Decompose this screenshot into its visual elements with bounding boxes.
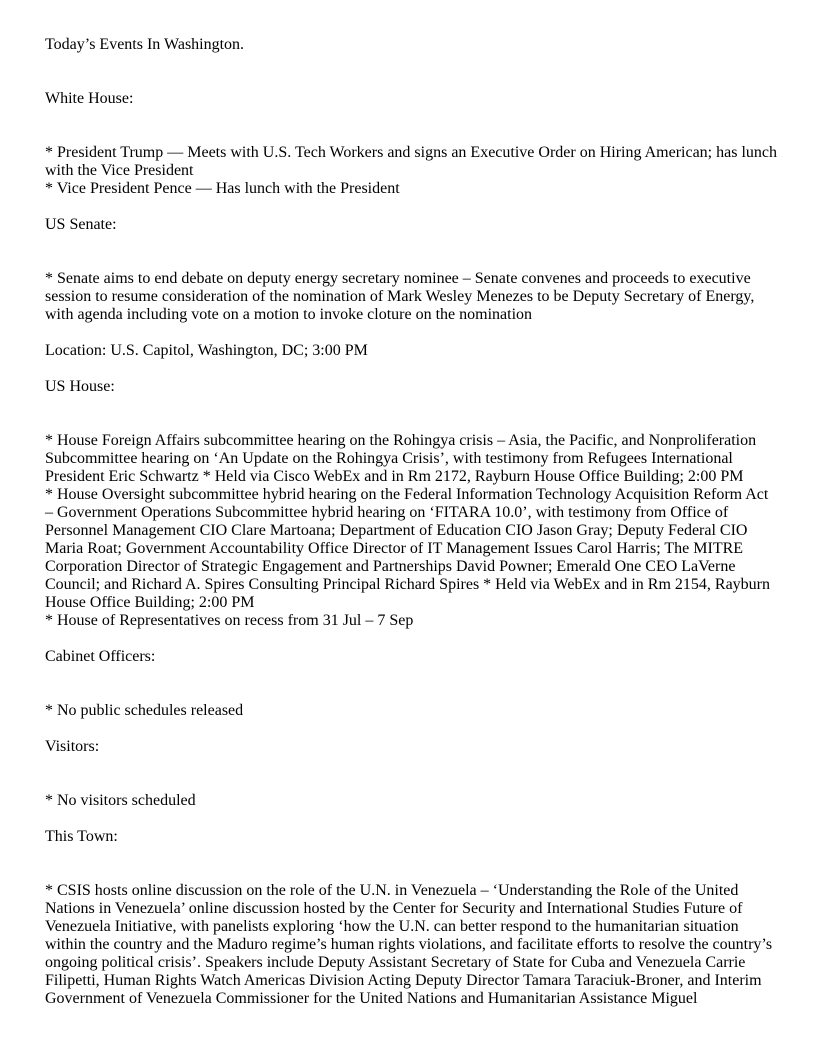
- us-house-item: * House of Representatives on recess from 31 Jul – 7 Sep: [45, 612, 414, 629]
- us-senate-heading: US Senate:: [45, 216, 117, 233]
- page-title: Today’s Events In Washington.: [45, 36, 245, 53]
- document-page: [45, 36, 780, 1008]
- this-town-heading: This Town:: [45, 828, 118, 845]
- white-house-item: * Vice President Pence — Has lunch with the President: [45, 180, 400, 197]
- us-house-item: * House Foreign Affairs subcommittee hearing on the Rohingya crisis – Asia, the Pacific, and Nonproliferation Subcommittee hearing on ‘An Update on the Rohingya Crisis’, with testimony from Refugees International President Eric Schwartz * Held via Cisco WebEx and in Rm 2172, Rayburn House Office Building; 2:00 PM: [45, 432, 757, 485]
- us-senate-item: * Senate aims to end debate on deputy energy secretary nominee – Senate convenes and proceeds to executive session to resume consideration of the nomination of Mark Wesley Menezes to be Deputy Secretary of Energy, with agenda including vote on a motion to invoke cloture on the nomination: [45, 270, 755, 323]
- us-house-item: * House Oversight subcommittee hybrid hearing on the Federal Information Technology Acquisition Reform Act – Government Operations Subcommittee hybrid hearing on ‘FITARA 10.0’, with testimony from Office of Personnel Management CIO Clare Martoana; Department of Education CIO Jason Gray; Deputy Federal CIO Maria Roat; Government Accountability Office Director of IT Management Issues Carol Harris; The MITRE Corporation Director of Strategic Engagement and Partnerships David Powner; Emerald One CEO LaVerne Council; and Richard A. Spires Consulting Principal Richard Spires * Held via WebEx and in Rm 2154, Rayburn House Office Building; 2:00 PM: [45, 486, 770, 611]
- cabinet-heading: Cabinet Officers:: [45, 648, 156, 665]
- us-house-heading: US House:: [45, 378, 115, 395]
- this-town-item: * CSIS hosts online discussion on the role of the U.N. in Venezuela – ‘Understanding the Role of the United Nations in Venezuela’ online discussion hosted by the Center for Security and International Studies Future of Venezuela Initiative, with panelists exploring ‘how the U.N. can better respond to the humanitarian situation within the country and the Maduro regime’s human rights violations, and facilitate efforts to resolve the country’s ongoing political crisis’. Speakers include Deputy Assistant Secretary of State for Cuba and Venezuela Carrie Filipetti, Human Rights Watch Americas Division Acting Deputy Director Tamara Taraciuk-Broner, and Interim Government of Venezuela Commissioner for the United Nations and Humanitarian Assistance Miguel: [45, 882, 773, 1007]
- us-senate-location: Location: U.S. Capitol, Washington, DC; 3:00 PM: [45, 342, 368, 359]
- white-house-heading: White House:: [45, 90, 134, 107]
- visitors-item: * No visitors scheduled: [45, 792, 196, 809]
- visitors-heading: Visitors:: [45, 738, 100, 755]
- white-house-item: * President Trump — Meets with U.S. Tech Workers and signs an Executive Order on Hiring American; has lunch with the Vice President: [45, 144, 777, 179]
- cabinet-item: * No public schedules released: [45, 702, 244, 719]
